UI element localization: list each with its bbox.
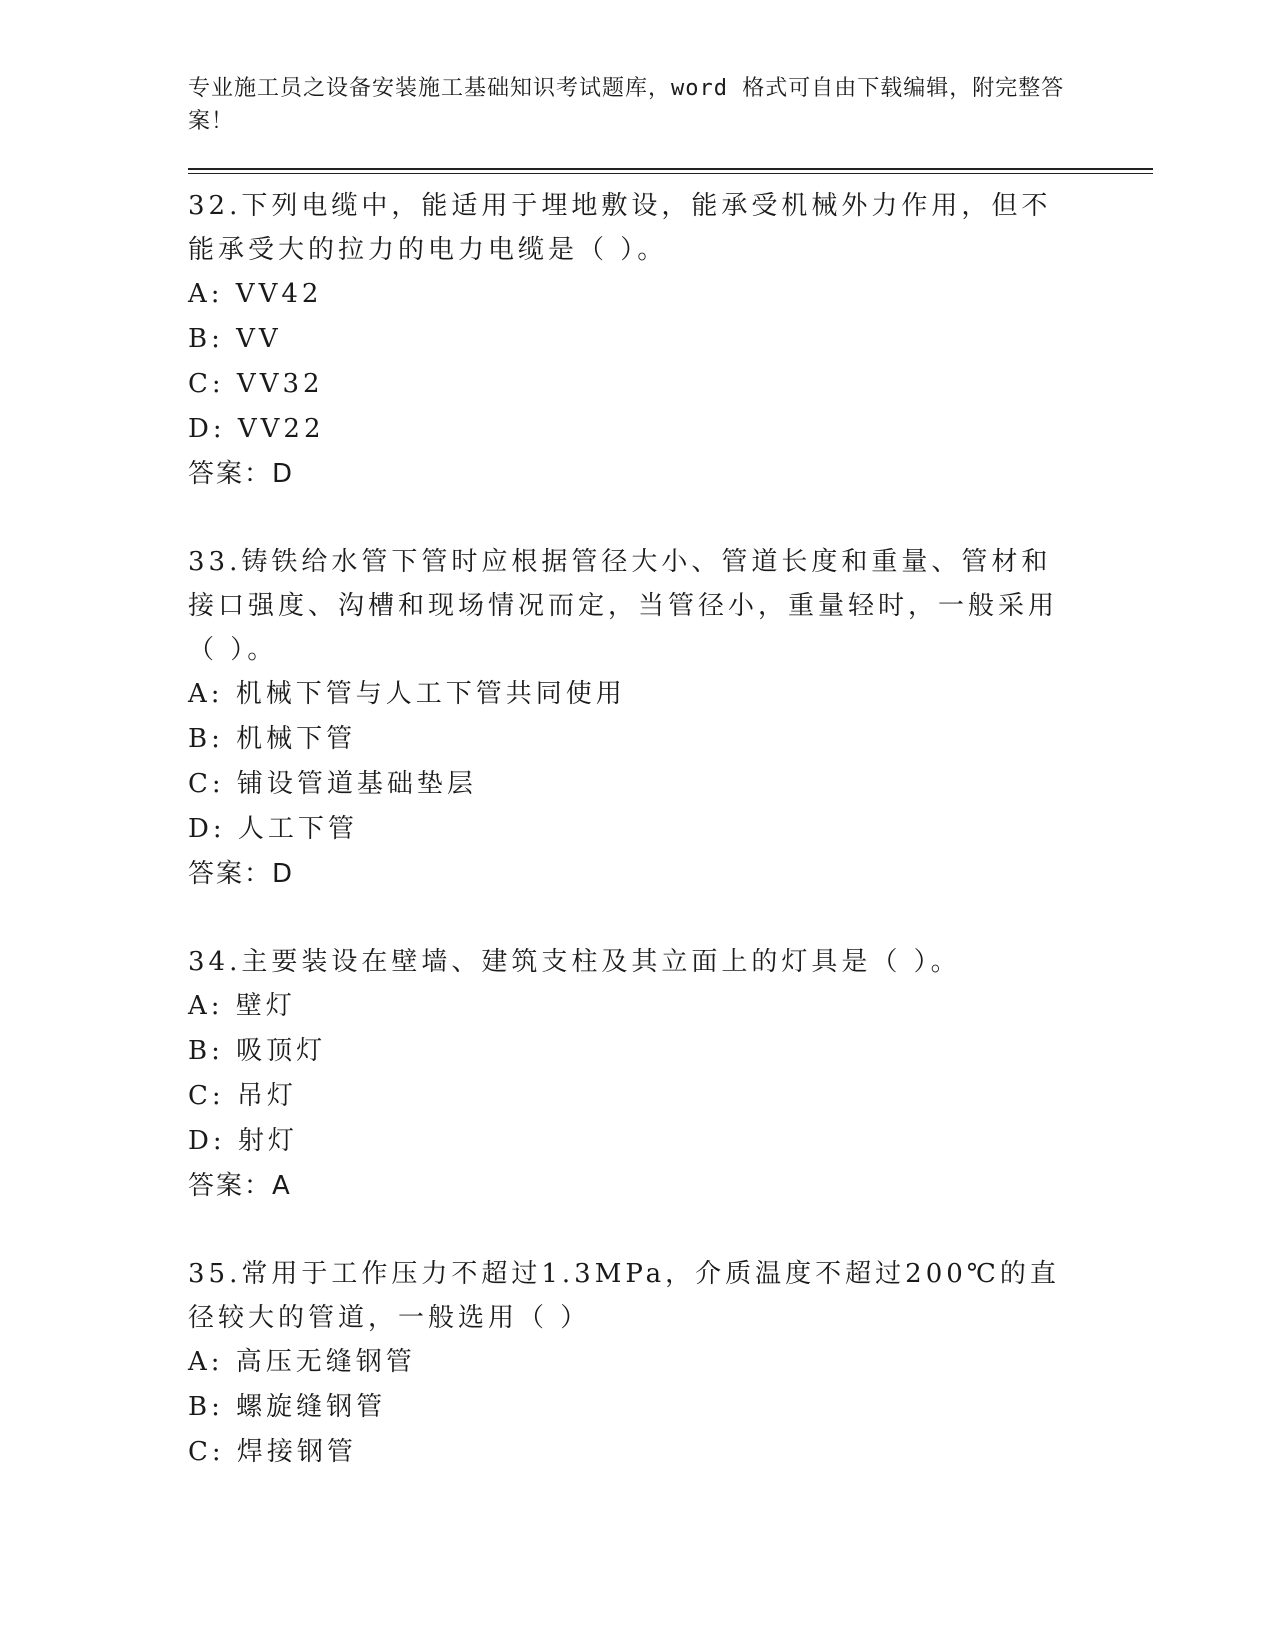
option-d: D: 射灯 [188,1126,298,1156]
option-a: A: 机械下管与人工下管共同使用 [188,679,626,709]
question-text: 35.常用于工作压力不超过1.3MPa，介质温度不超过200℃的直径较大的管道，一般选用（ ） [188,1259,1060,1333]
document-page [188,72,1153,1518]
option-a: A: 壁灯 [188,991,296,1021]
option-b: B: 螺旋缝钢管 [188,1392,387,1422]
question-text: 33.铸铁给水管下管时应根据管径大小、管道长度和重量、管材和接口强度、沟槽和现场情况而定，当管径小，重量轻时，一般采用（ ）。 [188,547,1059,665]
question-34 [188,940,1153,1209]
option-b: B: 吸顶灯 [188,1036,327,1066]
question-33 [188,540,1153,897]
option-a: A: 高压无缝钢管 [188,1347,416,1377]
option-d: D: 人工下管 [188,814,358,844]
option-c: C: 吊灯 [188,1081,297,1111]
option-b: B: VV [188,324,282,354]
question-text: 32.下列电缆中，能适用于埋地敷设，能承受机械外力作用，但不能承受大的拉力的电力电缆是（ ）。 [188,191,1052,265]
option-b: B: 机械下管 [188,724,357,754]
question-32 [188,184,1153,497]
answer-text: 答案：D [188,459,295,489]
option-c: C: 焊接钢管 [188,1437,357,1467]
question-35 [188,1252,1153,1475]
option-a: A: VV42 [188,279,323,309]
answer-text: 答案：D [188,859,295,889]
document-header: 专业施工员之设备安装施工基础知识考试题库，word 格式可自由下载编辑，附完整答案！ [188,76,1065,134]
option-c: C: VV32 [188,369,324,399]
answer-text: 答案：A [188,1171,292,1201]
option-d: D: VV22 [188,414,325,444]
question-text: 34.主要装设在壁墙、建筑支柱及其立面上的灯具是（ ）。 [188,947,961,977]
header-divider [188,168,1153,174]
question-list [188,184,1153,1475]
option-c: C: 铺设管道基础垫层 [188,769,477,799]
